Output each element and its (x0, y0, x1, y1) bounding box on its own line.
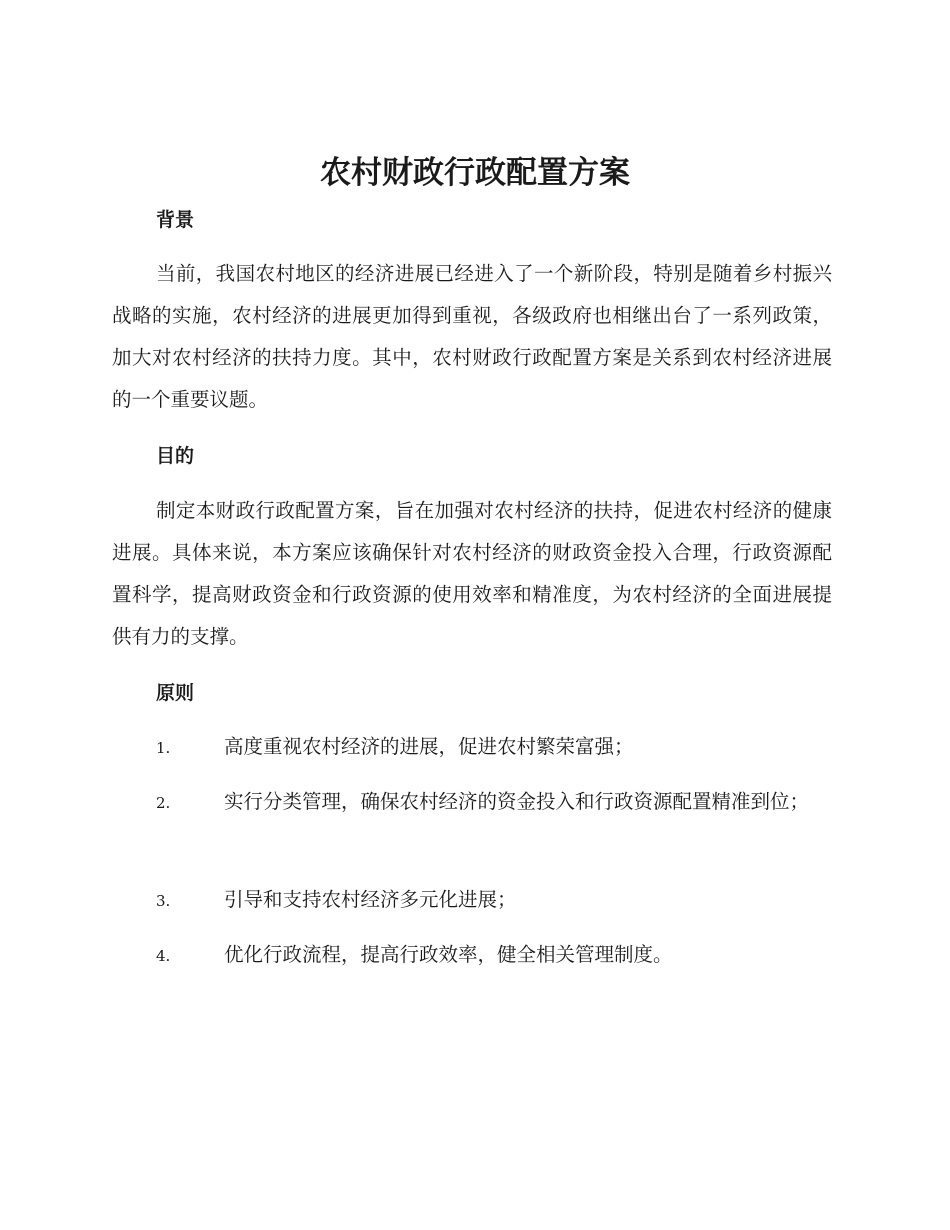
section-heading-purpose: 目的 (156, 445, 195, 467)
list-item-number: 3. (156, 892, 171, 910)
list-item-number: 4. (156, 947, 171, 965)
list-item-text: 实行分类管理，确保农村经济的资金投入和行政资源配置精准到位； (224, 790, 810, 813)
list-item-number: 1. (156, 739, 171, 757)
purpose-paragraph: 制定本财政行政配置方案，旨在加强对农村经济的扶持，促进农村经济的健康进展。具体来说，本方案应该确保针对农村经济的财政资金投入合理，行政资源配置科学，提高财政资金和行政资源的使用效率和精准度，为农村经济的全面进展提供有力的支撑。 (112, 499, 832, 648)
list-item-text: 优化行政流程，提高行政效率，健全相关管理制度。 (224, 943, 673, 966)
list-item-text: 高度重视农村经济的进展，促进农村繁荣富强； (224, 735, 634, 758)
list-item-text: 引导和支持农村经济多元化进展； (224, 888, 517, 911)
section-heading-background: 背景 (156, 209, 195, 231)
list-item (112, 781, 832, 824)
list-item-number: 2. (156, 794, 171, 812)
list-item (112, 879, 832, 922)
list-item (112, 726, 832, 769)
section-heading-principles: 原则 (156, 682, 195, 704)
document-title: 农村财政行政配置方案 (320, 155, 630, 191)
background-paragraph: 当前，我国农村地区的经济进展已经进入了一个新阶段，特别是随着乡村振兴战略的实施，农村经济的进展更加得到重视，各级政府也相继出台了一系列政策，加大对农村经济的扶持力度。其中，农村财政行政配置方案是关系到农村经济进展的一个重要议题。 (112, 262, 832, 411)
list-item (112, 934, 832, 977)
